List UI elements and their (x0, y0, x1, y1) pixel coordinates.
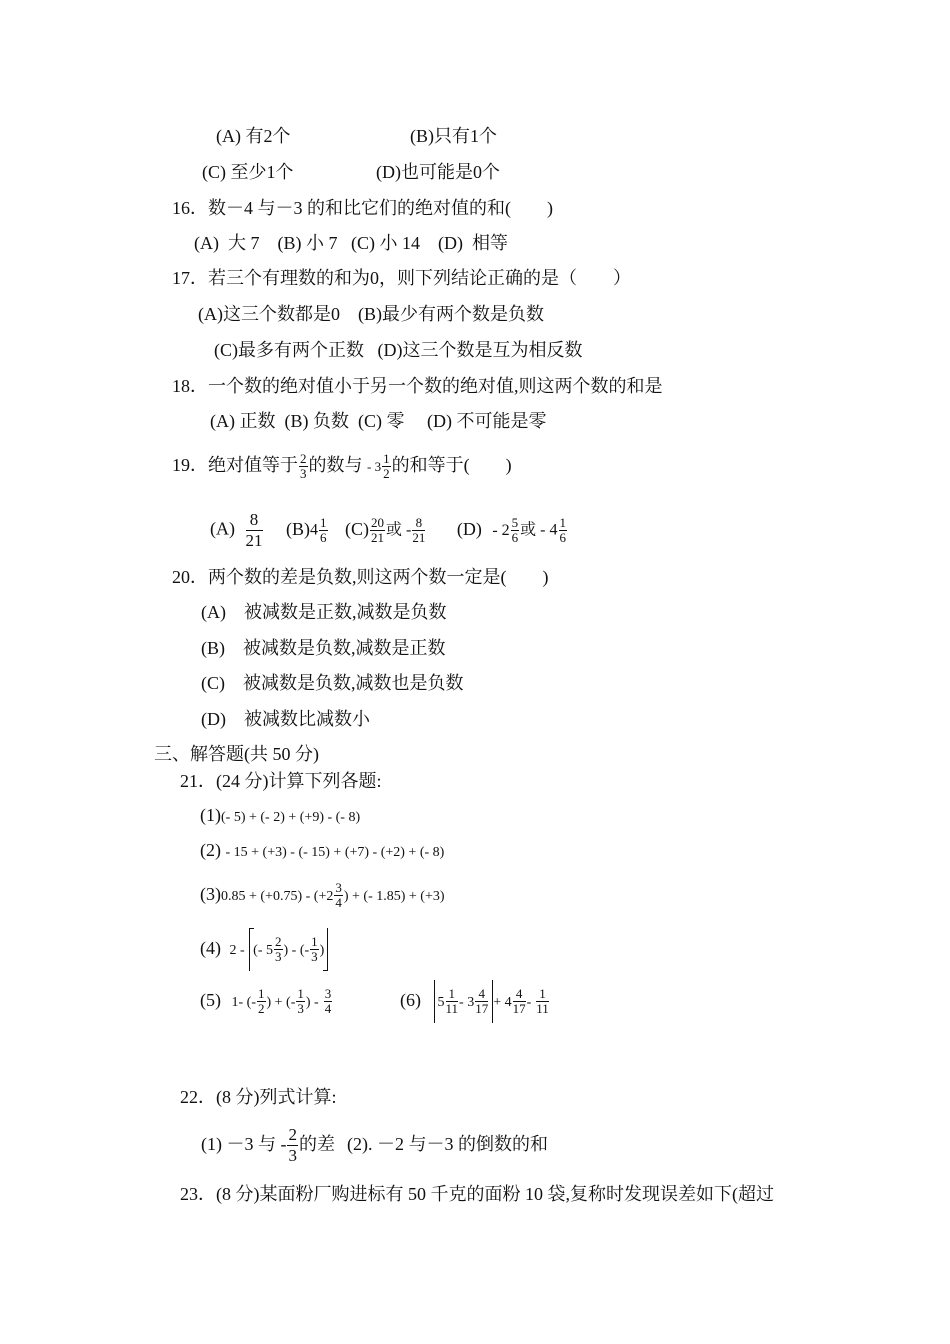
q17-options-ab: (A)这三个数都是0 (B)最少有两个数是负数 (198, 304, 544, 324)
q19-stem (172, 450, 512, 482)
q22-stem: 22．(8 分)列式计算: (180, 1087, 337, 1107)
denominator: 4 (324, 1001, 332, 1017)
q17-stem: 17．若三个有理数的和为0，则下列结论正确的是（ ） (172, 268, 631, 288)
expression-part: ) (319, 943, 325, 958)
q20-option-label: (A) (201, 602, 226, 622)
q15-option-a: (A) 有2个 (216, 126, 291, 146)
q18-options: (A) 正数 (B) 负数 (C) 零 (D) 不可能是零 (210, 411, 547, 431)
q21-stem: 21．(24 分)计算下列各题: (180, 771, 382, 791)
expression-part: ) + (- 1.85) + (+3) (343, 889, 445, 904)
part-label: (3) (200, 884, 221, 904)
fraction (334, 881, 343, 910)
numerator: 4 (475, 987, 488, 1002)
part-label: (1) (200, 805, 221, 825)
q20-option-label: (B) (201, 638, 225, 658)
q19-option-d-fraction-2 (559, 516, 568, 545)
denominator: 11 (445, 1001, 459, 1017)
fraction (475, 987, 488, 1016)
expression-part: + 4 (493, 995, 512, 1010)
q16-stem: 16．数－4 与－3 的和比它们的绝对值的和( ) (172, 198, 553, 218)
q19-options (210, 510, 568, 551)
q21-part-6 (400, 980, 550, 1023)
numerator: 3 (335, 880, 342, 896)
numerator: 2 (275, 934, 282, 950)
q21-part-5 (200, 980, 333, 1023)
numerator: 1 (297, 986, 304, 1002)
q21-part-1 (200, 803, 360, 830)
q20-option (201, 707, 370, 731)
q20-option-label: (C) (201, 673, 225, 693)
denominator: 17 (475, 1001, 489, 1017)
q23-stem: 23．(8 分)某面粉厂购进标有 50 千克的面粉 10 袋,复称时发现误差如下(超过 (180, 1184, 774, 1204)
expression-part: ) - (305, 995, 319, 1010)
fraction (310, 935, 319, 964)
numerator: 1 (320, 515, 327, 530)
q19-option-c-label: (C) (345, 518, 369, 539)
numerator: 2 (288, 1125, 297, 1145)
q18-stem: 18．一个数的绝对值小于另一个数的绝对值,则这两个数的和是 (172, 376, 663, 396)
q20-stem: 20．两个数的差是负数,则这两个数一定是( ) (172, 567, 549, 587)
fraction (257, 987, 266, 1016)
denominator: 17 (512, 1001, 526, 1017)
expression-part: 1- (- (231, 995, 256, 1010)
q19-mixed-whole: - 3 (367, 459, 382, 474)
expression-part: 0.85 + (+0.75) - (+2 (221, 889, 334, 904)
q21-part-2 (200, 838, 444, 865)
q16-options: (A) 大 7 (B) 小 7 (C) 小 14 (D) 相等 (194, 233, 508, 253)
fraction (274, 935, 283, 964)
denominator: 3 (297, 1001, 304, 1017)
fraction (324, 987, 333, 1016)
q19-option-d-fraction-1 (511, 516, 520, 545)
numerator: 2 (300, 451, 307, 467)
q20-option (201, 671, 464, 695)
part-label: (6) (400, 990, 421, 1010)
denominator: 21 (412, 530, 426, 545)
denominator: 6 (320, 530, 327, 545)
q22-fraction (287, 1125, 298, 1166)
q19-text-mid: 的数与 (308, 455, 363, 475)
q19-option-d-label: (D) (456, 518, 482, 539)
q19-text-pre: 19．绝对值等于 (172, 455, 298, 475)
q22-part-1-text: (1) －3 与 - (201, 1134, 287, 1154)
expression: (- 5) + (- 2) + (+9) - (- 8) (221, 810, 361, 825)
fraction (446, 987, 459, 1016)
q21-part-4 (200, 928, 328, 971)
q17-options-cd: (C)最多有两个正数 (D)这三个数是互为相反数 (214, 340, 583, 360)
q20-option-text: 被减数是正数,减数是负数 (244, 602, 447, 622)
section-heading: 三、解答题(共 50 分) (154, 744, 319, 764)
q19-option-b-whole: 4 (310, 521, 318, 539)
q20-option-label: (D) (201, 709, 226, 729)
denominator: 11 (536, 1001, 549, 1017)
q19-text-post: 的和等于( ) (391, 455, 512, 475)
numerator: 3 (324, 986, 332, 1002)
q20-option-text: 被减数是负数,减数是正数 (243, 638, 446, 658)
denominator: 3 (275, 949, 282, 965)
denominator: 2 (383, 466, 390, 482)
fraction (536, 987, 549, 1016)
q22-part-1-end: 的差 (298, 1134, 335, 1154)
expression-part: ) - (- (283, 943, 310, 958)
part-label: (4) (200, 938, 221, 958)
q20-option (201, 636, 446, 660)
q15-option-d: (D)也可能是0个 (376, 162, 500, 182)
q19-option-a-fraction (246, 510, 263, 551)
denominator: 21 (371, 530, 384, 545)
q19-option-b-fraction (319, 516, 328, 545)
q20-option-text: 被减数比减数小 (244, 709, 370, 729)
numerator: 1 (311, 934, 318, 950)
part-label: (5) (200, 990, 221, 1010)
expression-part: 5 (437, 995, 445, 1010)
denominator: 3 (288, 1146, 297, 1166)
q19-option-b-label: (B) (286, 518, 310, 539)
denominator: 3 (311, 949, 318, 965)
q19-option-a-label: (A) (210, 518, 235, 539)
denominator: 6 (559, 530, 567, 545)
denominator: 2 (258, 1001, 265, 1017)
expression-part: - (526, 995, 532, 1010)
q22-parts (201, 1122, 548, 1166)
q19-fraction-1 (299, 452, 308, 481)
numerator: 4 (513, 987, 526, 1002)
square-bracket-group (249, 928, 328, 971)
q22-part-2-text: (2). －2 与－3 的倒数的和 (346, 1134, 548, 1154)
q19-option-c-fraction-1 (370, 516, 385, 545)
expression-part: ) + (- (266, 995, 296, 1010)
q19-option-c-fraction-2 (412, 516, 425, 545)
fraction (296, 987, 305, 1016)
denominator: 3 (300, 466, 307, 482)
absolute-value-group (434, 980, 494, 1023)
denominator: 21 (245, 531, 263, 550)
numerator: 1 (536, 987, 549, 1002)
expression-part: (- 5 (253, 943, 273, 958)
denominator: 6 (511, 530, 519, 545)
denominator: 4 (335, 895, 342, 911)
part-label: (2) (200, 840, 221, 860)
q19-option-c-or: 或 - (386, 521, 412, 539)
expression-part: - 3 (459, 995, 475, 1010)
q20-option-text: 被减数是负数,减数也是负数 (243, 673, 464, 693)
q21-part-3 (200, 876, 445, 915)
numerator: 20 (371, 515, 384, 530)
expression: - 15 + (+3) - (- 15) + (+7) - (+2) + (- 8) (225, 845, 445, 860)
numerator: 1 (258, 986, 265, 1002)
q15-option-b: (B)只有1个 (410, 126, 497, 146)
numerator: 5 (511, 515, 519, 530)
q15-option-c: (C) 至少1个 (202, 162, 294, 182)
q20-option (201, 600, 447, 624)
q19-fraction-2 (382, 452, 391, 481)
numerator: 1 (446, 987, 459, 1002)
fraction (513, 987, 526, 1016)
numerator: 1 (559, 515, 567, 530)
q19-option-d-whole: - 2 (492, 521, 510, 539)
numerator: 1 (383, 451, 390, 467)
q19-option-d-or: 或 - 4 (520, 521, 558, 539)
numerator: 8 (246, 510, 263, 531)
expression-part: 2 - (229, 943, 245, 958)
numerator: 8 (412, 516, 425, 531)
